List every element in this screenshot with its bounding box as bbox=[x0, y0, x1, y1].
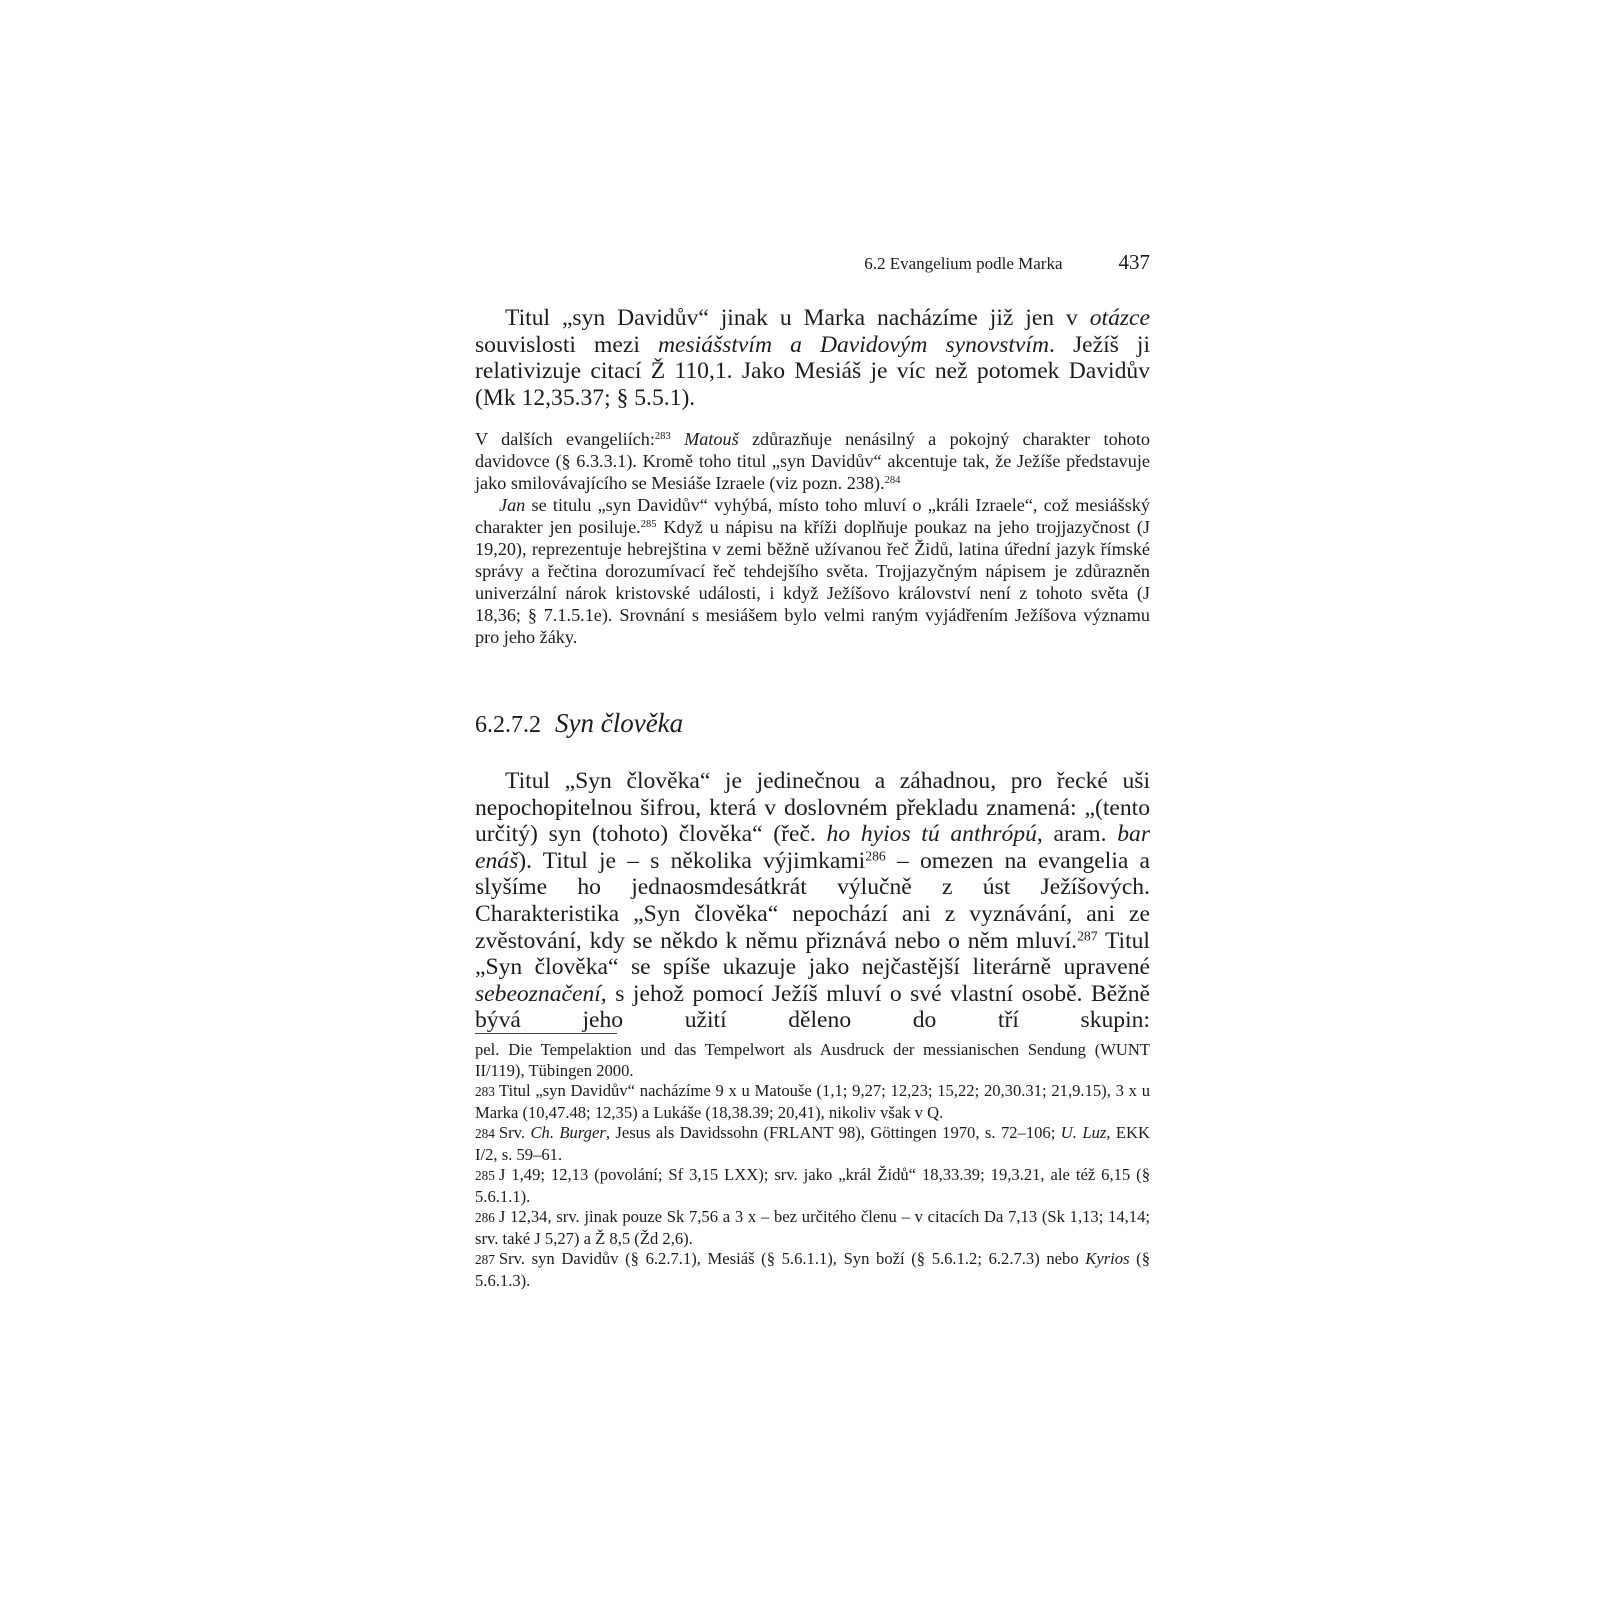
italic-run: Jan bbox=[499, 495, 526, 515]
text-run: Titul „Syn člověka“ se spíše ukazuje jako nejčastější literárně upravené bbox=[475, 927, 1150, 981]
footnote-text: J 12,34, srv. jinak pouze Sk 7,56 a 3 x – bez určitého členu – v citacích Da 7,13 (Sk 1,13; 14,14; srv. také J 5,27) a Ž 8,5 (Žd 2,6). bbox=[475, 1207, 1150, 1248]
footnote-283 bbox=[475, 1081, 1150, 1123]
text-run: , aram. bbox=[1036, 821, 1118, 848]
italic-run: Ch. Burger bbox=[530, 1123, 606, 1142]
text-run: , EKK I/2, s. 59–61. bbox=[475, 1123, 1151, 1164]
body-paragraph-2 bbox=[475, 768, 1150, 1034]
footnote-number: 284 bbox=[475, 1126, 495, 1141]
footnote-ref[interactable]: 287 bbox=[1077, 928, 1098, 944]
italic-run: mesiášstvím a Davidovým synovstvím bbox=[657, 331, 1049, 358]
italic-run: bar enáš bbox=[475, 821, 1150, 874]
text-run: se titulu „syn Davidův“ vyhýbá, místo toho mluví o „králi Izraele“, což mesiášský charakter jen posiluje. bbox=[475, 495, 1150, 537]
paragraph-text bbox=[475, 768, 1150, 1034]
body-paragraph-1 bbox=[475, 305, 1150, 411]
footnote-text: J 1,49; 12,13 (povolání; Sf 3,15 LXX); srv. jako „král Židů“ 18,33.39; 19,3.21, ale též 6,15 (§ 5.6.1.1). bbox=[475, 1165, 1150, 1206]
text-run: , Jesus als Davidssohn (FRLANT 98), Göttingen 1970, s. 72–106; bbox=[605, 1123, 1061, 1142]
text-run: Když u nápisu na kříži doplňuje poukaz na jeho trojjazyčnost (J 19,20), reprezentuje hebrejština v zemi běžně užívanou řeč Židů, latina úřední jazyk římské správy a řečtina dorozumívací řeč tehdejšího světa. Trojjazyčným nápisem je zdůrazněn univerzální nárok kristovské události, i když Ježíšovo království není z tohoto světa (J 18,36; § 7.1.5.1e). Srovnání s mesiášem bylo velmi raným vyjádřením Ježíšova významu pro jeho žáky. bbox=[475, 517, 1150, 647]
small-print-block bbox=[475, 428, 1150, 648]
italic-run: otázce bbox=[1089, 305, 1150, 331]
footnote-287 bbox=[475, 1249, 1150, 1291]
text-run: (§ 5.6.1.3). bbox=[475, 1249, 1150, 1290]
footnote-284 bbox=[475, 1123, 1150, 1165]
footnote-ref[interactable]: 284 bbox=[884, 475, 901, 487]
text-run: souvislosti mezi bbox=[475, 331, 658, 358]
page-number: 437 bbox=[1118, 250, 1150, 274]
footnote-ref[interactable]: 283 bbox=[654, 431, 671, 443]
text-run: – omezen na evangelia a slyšíme ho jednaosmdesátkrát výlučně z úst Ježíšových. Charakteristika „Syn člověka“ nepochází ani z vyznávání, ani ze zvěstování, kdy se někdo k němu přiznává nebo o něm mluví. bbox=[475, 847, 1151, 954]
text-run: Srv. syn Davidův (§ 6.2.7.1), Mesiáš (§ 5.6.1.1), Syn boží (§ 5.6.1.2; 6.2.7.3) nebo bbox=[498, 1249, 1086, 1268]
footnote-continuation: pel. Die Tempelaktion und das Tempelwort als Ausdruck der messianischen Sendung (WUNT II/119), Tübingen 2000. bbox=[475, 1040, 1150, 1080]
footnote-ref[interactable]: 286 bbox=[865, 848, 886, 864]
italic-run: sebeoznačení bbox=[475, 980, 601, 1007]
small-paragraph-1 bbox=[475, 428, 1150, 494]
footnote-286 bbox=[475, 1207, 1150, 1249]
text-run: zdůrazňuje nenásilný a pokojný charakter tohoto davidovce (§ 6.3.3.1). Kromě toho titul „syn Davidův“ akcentuje tak, že Ježíše představuje jako smilovávajícího se Mesiáše Izraele (viz pozn. 238). bbox=[475, 429, 1151, 493]
footnote-number: 286 bbox=[475, 1210, 495, 1225]
section-number: 6.2.7.2 bbox=[475, 712, 541, 738]
running-head bbox=[475, 250, 1150, 275]
text-run: Titul „Syn člověka“ je jedinečnou a záhadnou, pro řecké uši nepochopitelnou šifrou, která v doslovném překladu znamená: „(tento určitý) syn (tohoto) člověka“ (řeč. bbox=[475, 768, 1150, 848]
italic-run: U. Luz bbox=[1060, 1123, 1107, 1142]
text-run: Titul „syn Davidův“ jinak u Marka nacházíme již jen v bbox=[505, 305, 1090, 331]
italic-run: Kyrios bbox=[1085, 1249, 1130, 1268]
footnote-text: Titul „syn Davidův“ nacházíme 9 x u Matouše (1,1; 9,27; 12,23; 15,22; 20,30.31; 21,9.15), 3 x u Marka (10,47.48; 12,35) a Lukáše (18,38.39; 20,41), nikoliv však v Q. bbox=[475, 1081, 1150, 1122]
section-heading bbox=[475, 708, 683, 740]
paragraph-text bbox=[475, 305, 1150, 411]
text-run: ). Titul je – s několika výjimkami bbox=[518, 847, 866, 874]
text-run: , s jehož pomocí Ježíš mluví o své vlastní osobě. Běžně bývá jeho užití děleno do tří skupin: bbox=[475, 980, 1150, 1034]
text-run: . Ježíš ji relativizuje citací Ž 110,1. Jako Mesiáš je víc než potomek Davidův (Mk 12,35.37; § 5.5.1). bbox=[475, 331, 1151, 411]
text-run: V dalších evangeliích: bbox=[475, 429, 655, 449]
footnote-number: 287 bbox=[475, 1252, 495, 1267]
footnotes bbox=[475, 1040, 1150, 1291]
italic-run: ho hyios tú anthrópú bbox=[826, 821, 1037, 848]
footnote-number: 285 bbox=[475, 1168, 495, 1183]
small-paragraph-2 bbox=[475, 494, 1150, 648]
footnote-number: 283 bbox=[475, 1084, 495, 1099]
footnote-divider bbox=[475, 1033, 617, 1034]
running-head-section: 6.2 Evangelium podle Marka bbox=[864, 254, 1063, 273]
footnote-285 bbox=[475, 1165, 1150, 1207]
section-title: Syn člověka bbox=[555, 708, 684, 738]
footnote-ref[interactable]: 285 bbox=[640, 519, 657, 531]
text-run: Srv. bbox=[498, 1123, 531, 1142]
italic-run: Matouš bbox=[684, 429, 739, 449]
